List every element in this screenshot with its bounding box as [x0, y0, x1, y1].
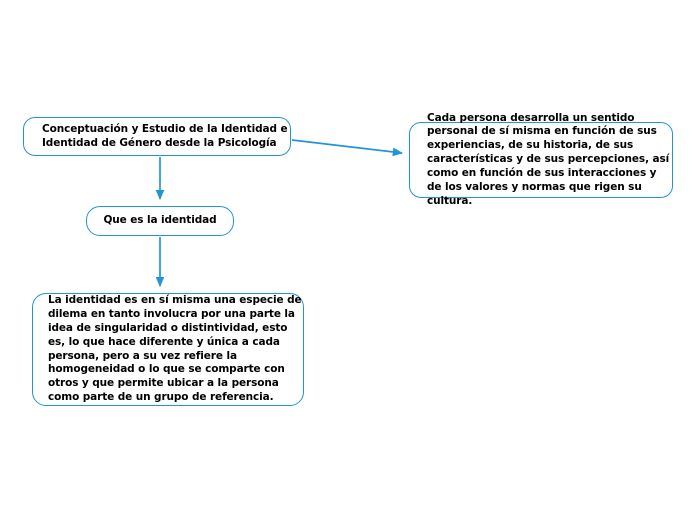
node-right[interactable] — [409, 111, 673, 207]
node-title-label: Conceptuación y Estudio de la Identidad e Identidad de Género desde la Psicología — [42, 122, 288, 149]
node-bottom-label: La identidad es en sí misma una especie de dilema en tanto involucra por una parte la idea de singularidad o distintividad, esto es, lo que hace diferente y única a cada persona, pero a su vez refiere la homogeneidad o lo que se comparte con otros y que permite ubicar a la persona como parte de un grupo de referencia. — [48, 294, 302, 404]
node-question-label: Que es la identidad — [103, 214, 217, 227]
node-bottom[interactable] — [32, 293, 304, 406]
node-question[interactable] — [86, 206, 234, 236]
node-right-label: Cada persona desarrolla un sentido personal de sí misma en función de sus experiencias, de su historia, de sus características y de sus percepciones, así como en función de sus interacciones y de los valores y normas que rigen su cultura. — [427, 111, 670, 207]
connector-title-to-right — [292, 140, 402, 153]
node-title[interactable] — [23, 117, 291, 156]
